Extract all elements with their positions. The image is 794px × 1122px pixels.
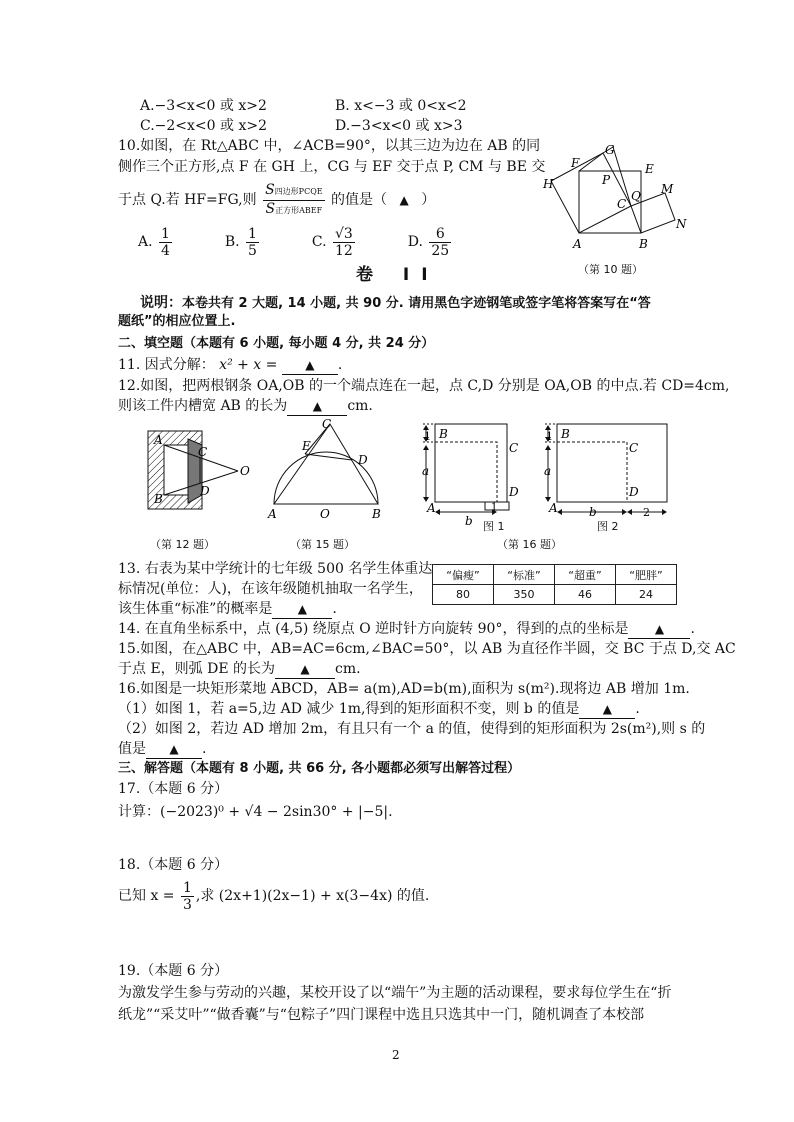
q16-line4-pre: 值是	[118, 741, 146, 757]
q11-end: .	[337, 357, 343, 373]
fig16-2-top-one: 1	[546, 430, 553, 443]
fig16-2-label-a: A	[549, 501, 558, 515]
answer-placeholder: ▲	[312, 399, 322, 413]
q10-opt-c-value: $\frac{√3}{12}$	[335, 225, 353, 259]
fig16-1-label-a: A	[427, 501, 436, 515]
q10-opt-b-value: $\frac{1}{5}$	[248, 225, 257, 259]
q16-line2-end: .	[635, 701, 640, 717]
table-cell: 350	[494, 585, 555, 605]
q16-line2-pre: （1）如图 1，若 a=5,边 AD 减少 1m,得到的矩形面积不变，则 b 的值是	[118, 701, 580, 717]
q12-line1: 12.如图，把两根钢条 OA,OB 的一个端点连在一起，点 C,D 分别是 OA,OB 的中点.若 CD=4cm,	[118, 378, 730, 394]
fig16-2-caption: 图 2	[597, 520, 619, 533]
q10-line3-pre: 于点 Q.若 HF=FG,则	[118, 192, 257, 208]
part-ii-title: 卷 II	[356, 265, 440, 285]
fig12-label-d: D	[200, 484, 210, 498]
q10-ratio-den-sub: 正方形ABEF	[275, 205, 323, 215]
q10-options	[138, 222, 453, 262]
note-line1	[140, 294, 651, 313]
fig12-caption: （第 12 题）	[150, 538, 215, 551]
fig16-2-label-c: C	[629, 441, 639, 455]
q10-opt-a-label: A.	[138, 234, 153, 250]
fig12-label-c: C	[198, 445, 208, 459]
q9-option-d: D.−3<x<0 或 x>3	[335, 118, 463, 134]
fig10-label-m: M	[661, 182, 674, 196]
page-number: 2	[392, 1048, 400, 1062]
q18-fraction: $\frac{1}{3}$	[182, 879, 192, 913]
q12-line2-end: cm.	[347, 398, 373, 414]
q10-ratio-num: S	[265, 181, 275, 198]
q10-line2: 侧作三个正方形,点 F 在 GH 上，CG 与 EF 交于点 P, CM 与 BE 交	[118, 159, 546, 175]
fig10-label-c: C	[617, 197, 627, 211]
q14	[118, 620, 695, 639]
q11-text: 11. 因式分解：	[118, 357, 215, 373]
q10-opt-a-value: $\frac{1}{4}$	[161, 225, 170, 259]
answer-placeholder: ▲	[654, 622, 665, 636]
fig12-label-o: O	[240, 464, 250, 478]
q16-line4-end: .	[202, 741, 207, 757]
q12-line2	[118, 397, 373, 416]
q16-line3: （2）如图 2，若边 AD 增加 2m，有且只有一个 a 的值，使得到的矩形面积为 2s(m²),则 s 的	[118, 721, 706, 737]
q15-line1: 15.如图，在△ABC 中，AB=AC=6cm,∠BAC=50°，以 AB 为直径作半圆，交 BC 于点 D,交 AC	[118, 641, 736, 657]
answer-placeholder: ▲	[305, 358, 315, 372]
fig16-1-right-one: 1	[491, 502, 498, 513]
fig16-2-label-two: 2	[643, 506, 650, 519]
q18-text	[118, 876, 429, 916]
q10-area-ratio	[263, 182, 325, 219]
q17-text: 计算：(−2023)⁰ + √4 − 2sin30° + |−5|.	[118, 804, 393, 820]
fig16-1-label-b-length: b	[465, 514, 473, 528]
q9-option-b: B. x<−3 或 0<x<2	[335, 98, 467, 114]
fig16-caption: （第 16 题）	[497, 538, 562, 551]
q10-opt-c-label: C.	[311, 234, 327, 250]
fig15-caption: （第 15 题）	[290, 538, 355, 551]
q15-line2-end: cm.	[335, 661, 361, 677]
fig10-label-e: E	[645, 162, 654, 176]
table-header: “超重”	[555, 565, 616, 585]
fig16-2-label-a-length: a	[544, 464, 552, 478]
note-label: 说明：	[140, 295, 182, 311]
q18-head: 18.（本题 6 分）	[118, 857, 229, 873]
section-3-title: 三、解答题（本题有 8 小题, 共 66 分, 各小题都必须写出解答过程）	[118, 761, 521, 776]
q9-option-c: C.−2<x<0 或 x>2	[140, 118, 267, 134]
fig12-label-b: B	[154, 492, 163, 506]
answer-placeholder: ▲	[169, 742, 179, 756]
q16-line4	[118, 740, 206, 759]
table-row	[433, 585, 677, 605]
fig10-label-g: G	[605, 143, 615, 157]
q10-opt-d-value: $\frac{6}{25}$	[431, 225, 450, 259]
fig16-2-label-d: D	[629, 485, 639, 499]
fig16-1-label-a-length: a	[422, 464, 430, 478]
q16-line2	[118, 700, 640, 719]
fig12-label-a: A	[154, 433, 163, 447]
q10-ratio-den: S	[265, 200, 276, 217]
table-cell: 46	[555, 585, 616, 605]
table-header-row	[433, 565, 677, 585]
fig10-label-n: N	[676, 217, 687, 231]
q10-ratio-num-sub: 四边形PCQE	[274, 186, 323, 196]
fig10-label-p: P	[602, 173, 611, 187]
table-header: “标准”	[494, 565, 555, 585]
fig16-1-label-b: B	[439, 427, 448, 441]
figure-10	[535, 140, 695, 280]
q13-line3	[118, 600, 337, 619]
q10-line3-end: ）	[421, 192, 436, 208]
q14-end: .	[690, 621, 695, 637]
fig16-1-caption: 图 1	[483, 520, 505, 533]
fig16-2-label-b-length: b	[589, 505, 597, 519]
answer-placeholder: ▲	[602, 702, 612, 716]
q19-line2: 纸龙”“采艾叶”“做香囊”与“包粽子”四门课程中选且只选其中一门，随机调查了本校部	[118, 1007, 645, 1023]
table-cell: 24	[616, 585, 677, 605]
q10-line3-post: 的值是（	[331, 192, 388, 208]
fig10-label-a: A	[573, 237, 582, 251]
q13-line3-pre: 该生体重“标准”的概率是	[118, 601, 273, 617]
fig10-label-f: F	[571, 156, 580, 170]
q18-post: ,求 (2x+1)(2x−1) + x(3−4x) 的值.	[195, 888, 430, 904]
fig10-caption: （第 10 题）	[578, 263, 643, 276]
q16-line1: 16.如图是一块矩形菜地 ABCD，AB= a(m),AD=b(m),面积为 s(m²).现将边 AB 增加 1m.	[118, 681, 690, 697]
q19-line1: 为激发学生参与劳动的兴趣，某校开设了以“端午”为主题的活动课程，要求每位学生在“折	[118, 985, 672, 1001]
q15-line2	[118, 660, 361, 679]
weight-table	[432, 564, 677, 605]
answer-placeholder: ▲	[399, 193, 409, 207]
figure-16-2	[537, 418, 677, 528]
fig15-label-a: A	[268, 507, 277, 521]
table-header: “肥胖”	[616, 565, 677, 585]
fig16-2-label-b: B	[561, 427, 570, 441]
q9-option-a: A.−3<x<0 或 x>2	[140, 98, 267, 114]
fig15-label-b: B	[372, 507, 381, 521]
q19-head: 19.（本题 6 分）	[118, 963, 229, 979]
q10-opt-b-label: B.	[224, 234, 240, 250]
q10-line1: 10.如图，在 Rt△ABC 中，∠ACB=90°，以其三边为边在 AB 的同	[118, 138, 541, 154]
q10-line3	[118, 180, 435, 220]
note-text1: 本卷共有 2 大题, 14 小题, 共 90 分. 请用黑色字迹钢笔或签字笔将答案写在“答	[182, 296, 651, 311]
q14-text: 14. 在直角坐标系中，点 (4,5) 绕原点 O 逆时针方向旋转 90°，得到的点的坐标是	[118, 621, 629, 637]
q10-opt-d-label: D.	[407, 234, 423, 250]
fig10-label-h: H	[543, 177, 554, 191]
figure-12	[140, 425, 260, 517]
fig15-label-c: C	[322, 417, 332, 431]
figure-15	[262, 416, 392, 526]
q13-line1: 13. 右表为某中学统计的七年级 500 名学生体重达	[118, 561, 433, 577]
fig15-label-e: E	[302, 439, 311, 453]
section-2-title: 二、填空题（本题有 6 小题, 每小题 4 分, 共 24 分）	[118, 336, 435, 351]
q13-line3-end: .	[332, 601, 337, 617]
q11-expression: x² + x =	[219, 357, 278, 373]
note-line2: 题纸”的相应位置上.	[118, 314, 236, 329]
fig16-1-label-d: D	[509, 485, 519, 499]
q18-pre: 已知 x =	[118, 888, 175, 904]
fig16-1-top-one: 1	[424, 430, 431, 443]
q15-line2-pre: 于点 E，则弧 DE 的长为	[118, 661, 276, 677]
fig16-1-label-c: C	[509, 441, 519, 455]
fig15-label-o: O	[320, 507, 330, 521]
q11	[118, 356, 342, 375]
q17-head: 17.（本题 6 分）	[118, 781, 229, 797]
q13-line2: 标情况(单位：人)，在该年级随机抽取一名学生，	[118, 581, 423, 597]
q12-line2-pre: 则该工件内槽宽 AB 的长为	[118, 398, 288, 414]
fig10-label-q: Q	[631, 189, 641, 203]
table-cell: 80	[433, 585, 494, 605]
fig10-label-b: B	[639, 237, 648, 251]
answer-placeholder: ▲	[297, 602, 307, 616]
figure-16-1	[415, 418, 525, 528]
fig15-label-d: D	[358, 453, 368, 467]
answer-placeholder: ▲	[300, 662, 310, 676]
table-header: “偏瘦”	[433, 565, 494, 585]
